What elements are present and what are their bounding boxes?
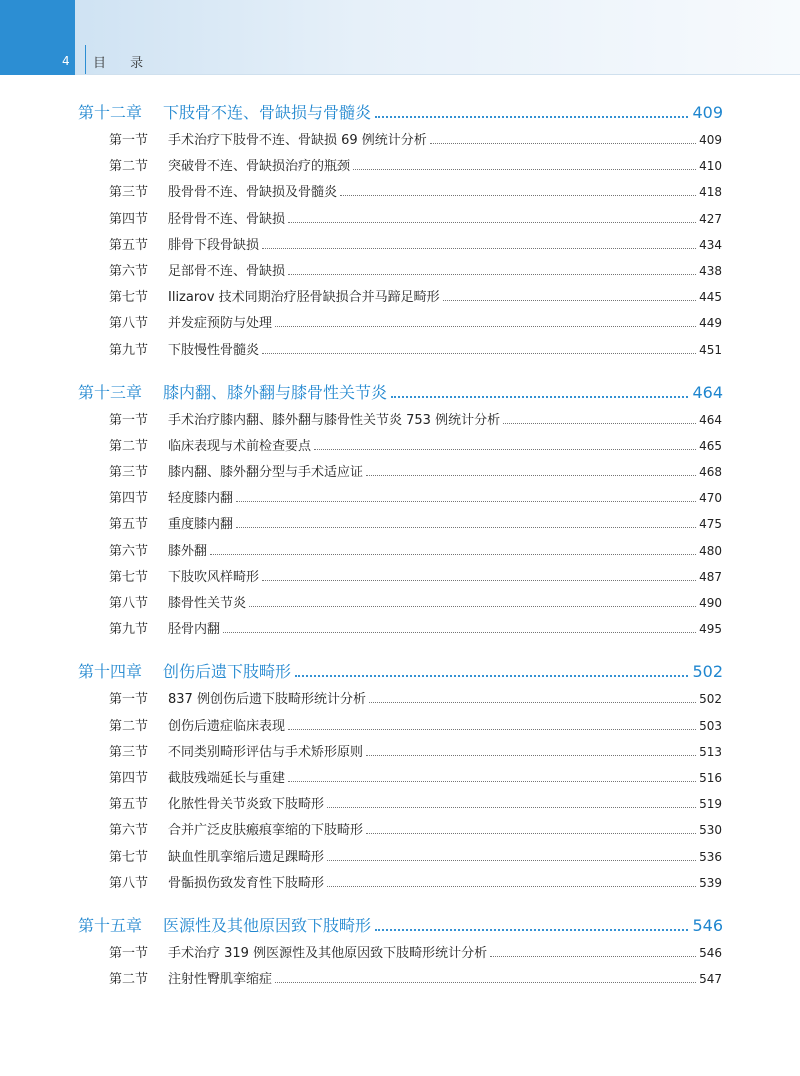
- dot-leader: [236, 527, 696, 528]
- section-page-number: 470: [699, 491, 722, 506]
- section-page-number: 487: [699, 569, 722, 584]
- section-number: 第一节: [109, 692, 149, 708]
- dot-leader: [236, 501, 696, 502]
- header-rule: [75, 74, 800, 75]
- dot-leader: [443, 300, 696, 301]
- dot-leader: [275, 326, 696, 327]
- dot-leader: [375, 929, 688, 931]
- section-entry[interactable]: [109, 312, 722, 338]
- dot-leader: [275, 982, 696, 983]
- dot-leader: [288, 222, 696, 223]
- section-entry[interactable]: [109, 872, 722, 898]
- dot-leader: [369, 702, 696, 703]
- section-number: 第三节: [109, 744, 149, 760]
- section-page-number: 451: [699, 342, 722, 357]
- table-of-contents: [0, 100, 800, 1009]
- section-entry[interactable]: [109, 487, 722, 513]
- section-title: 突破骨不连、骨缺损治疗的瓶颈: [168, 159, 351, 175]
- section-title: 膝外翻: [168, 543, 208, 559]
- dot-leader: [262, 353, 696, 354]
- section-page-number: 465: [699, 438, 722, 453]
- chapter-title: 膝内翻、膝外翻与膝骨性关节炎: [163, 382, 388, 402]
- chapter-page-number: 409: [692, 103, 723, 122]
- section-entry[interactable]: [109, 688, 722, 714]
- chapter-title: 创伤后遗下肢畸形: [163, 662, 292, 682]
- section-title: 并发症预防与处理: [168, 316, 273, 332]
- section-entry[interactable]: [109, 129, 722, 155]
- section-number: 第一节: [109, 945, 149, 961]
- section-entry[interactable]: [109, 618, 722, 644]
- section-title: 837 例创伤后遗下肢畸形统计分析: [168, 692, 366, 708]
- section-page-number: 418: [699, 185, 722, 200]
- dot-leader: [353, 169, 696, 170]
- section-title: 胫骨骨不连、骨缺损: [168, 211, 286, 227]
- dot-leader: [327, 886, 696, 887]
- dot-leader: [262, 248, 696, 249]
- section-page-number: 445: [699, 290, 722, 305]
- section-number: 第五节: [109, 797, 149, 813]
- section-title: 合并广泛皮肤瘢痕挛缩的下肢畸形: [168, 823, 364, 839]
- section-page-number: 480: [699, 543, 722, 558]
- dot-leader: [366, 475, 696, 476]
- section-title: 膝骨性关节炎: [168, 596, 247, 611]
- dot-leader: [340, 195, 696, 196]
- section-entry[interactable]: [109, 819, 722, 845]
- chapter-number: 第十五章: [78, 915, 143, 935]
- section-title: 轻度膝内翻: [168, 491, 234, 507]
- section-page-number: 546: [699, 945, 722, 960]
- chapter-title: 医源性及其他原因致下肢畸形: [163, 915, 372, 935]
- section-entry[interactable]: [109, 715, 722, 741]
- section-title: 足部骨不连、骨缺损: [168, 263, 286, 279]
- chapter-entry[interactable]: [78, 100, 723, 129]
- dot-leader: [223, 632, 696, 633]
- dot-leader: [210, 554, 696, 555]
- section-entry[interactable]: [109, 461, 722, 487]
- dot-leader: [249, 606, 696, 607]
- section-number: 第四节: [109, 211, 149, 227]
- dot-leader: [490, 956, 696, 957]
- section-number: 第六节: [109, 263, 149, 279]
- chapter-number: 第十三章: [78, 382, 143, 402]
- chapter-page-number: 546: [692, 915, 723, 935]
- section-number: 第七节: [109, 569, 149, 585]
- section-entry[interactable]: [109, 566, 722, 592]
- section-number: 第八节: [109, 316, 149, 332]
- section-title: 不同类别畸形评估与手术矫形原则: [168, 744, 364, 760]
- section-page-number: 503: [699, 718, 722, 733]
- section-page-number: 530: [699, 823, 722, 838]
- section-entry[interactable]: [109, 592, 722, 618]
- section-page-number: 516: [699, 770, 722, 785]
- section-title: 化脓性骨关节炎致下肢畸形: [168, 797, 325, 813]
- section-title: 股骨骨不连、骨缺损及骨髓炎: [168, 185, 338, 201]
- section-number: 第二节: [109, 718, 149, 734]
- chapter-entry[interactable]: [78, 659, 723, 688]
- section-entry[interactable]: [109, 513, 722, 539]
- section-entry[interactable]: [109, 793, 722, 819]
- section-title: 手术治疗 319 例医源性及其他原因致下肢畸形统计分析: [168, 945, 488, 961]
- section-number: 第三节: [109, 185, 149, 201]
- chapter-number: 第十四章: [78, 662, 143, 682]
- dot-leader: [327, 807, 696, 808]
- section-page-number: 547: [699, 972, 722, 987]
- section-page-number: 536: [699, 849, 722, 864]
- section-page-number: 434: [699, 237, 722, 252]
- toc-chapter: [0, 913, 800, 994]
- chapter-page-number: 464: [692, 382, 723, 402]
- section-page-number: 519: [699, 797, 722, 812]
- section-number: 第二节: [109, 972, 149, 988]
- dot-leader: [327, 860, 696, 861]
- section-entry[interactable]: [109, 208, 722, 234]
- section-page-number: 468: [699, 465, 722, 480]
- dot-leader: [430, 143, 696, 144]
- dot-leader: [366, 755, 696, 756]
- section-title: 手术治疗膝内翻、膝外翻与膝骨性关节炎 753 例统计分析: [168, 412, 501, 428]
- section-number: 第六节: [109, 823, 149, 839]
- section-page-number: 539: [699, 875, 722, 890]
- section-number: 第二节: [109, 159, 149, 175]
- toc-chapter: [0, 659, 800, 898]
- chapter-entry[interactable]: [78, 380, 723, 409]
- section-entry[interactable]: [109, 155, 722, 181]
- dot-leader: [375, 116, 688, 118]
- section-number: 第八节: [109, 596, 149, 611]
- section-number: 第九节: [109, 342, 149, 358]
- section-page-number: 490: [699, 596, 722, 610]
- section-title: 手术治疗下肢骨不连、骨缺损 69 例统计分析: [168, 133, 427, 148]
- section-title: 创伤后遗症临床表现: [168, 718, 286, 734]
- section-title: 下肢慢性骨髓炎: [168, 342, 260, 358]
- section-entry[interactable]: [109, 968, 722, 994]
- chapter-number: 第十二章: [78, 103, 143, 122]
- section-title: 缺血性肌挛缩后遗足踝畸形: [168, 849, 325, 865]
- section-title: 膝内翻、膝外翻分型与手术适应证: [168, 465, 364, 481]
- section-number: 第八节: [109, 875, 149, 891]
- section-entry[interactable]: [109, 942, 722, 968]
- section-title: 注射性臀肌挛缩症: [168, 972, 273, 988]
- section-number: 第七节: [109, 290, 149, 306]
- header-divider: [85, 45, 86, 75]
- section-title: 重度膝内翻: [168, 517, 234, 533]
- dot-leader: [391, 396, 688, 398]
- section-title: 胫骨内翻: [168, 622, 221, 638]
- section-page-number: 427: [699, 211, 722, 226]
- section-number: 第一节: [109, 412, 149, 428]
- section-number: 第五节: [109, 517, 149, 533]
- chapter-title: 下肢骨不连、骨缺损与骨髓炎: [163, 103, 372, 122]
- chapter-page-number: 502: [692, 662, 723, 682]
- section-entry[interactable]: [109, 286, 722, 312]
- section-number: 第二节: [109, 438, 149, 454]
- dot-leader: [262, 580, 696, 581]
- section-entry[interactable]: [109, 409, 722, 435]
- section-number: 第九节: [109, 622, 149, 638]
- section-entry[interactable]: [109, 339, 722, 365]
- dot-leader: [503, 423, 696, 424]
- section-title: 腓骨下段骨缺损: [168, 237, 260, 253]
- toc-chapter: [0, 100, 800, 365]
- section-title: 下肢吹风样畸形: [168, 569, 260, 585]
- dot-leader: [366, 833, 696, 834]
- section-entry[interactable]: [109, 846, 722, 872]
- section-number: 第六节: [109, 543, 149, 559]
- section-entry[interactable]: [109, 181, 722, 207]
- section-page-number: 513: [699, 744, 722, 759]
- section-entry[interactable]: [109, 260, 722, 286]
- section-number: 第七节: [109, 849, 149, 865]
- section-page-number: 495: [699, 622, 722, 637]
- dot-leader: [314, 449, 696, 450]
- running-title: 目 录: [93, 56, 154, 71]
- section-number: 第三节: [109, 465, 149, 481]
- section-page-number: 502: [699, 692, 722, 707]
- section-title: 临床表现与术前检查要点: [168, 438, 312, 454]
- section-title: Ilizarov 技术同期治疗胫骨缺损合并马蹄足畸形: [168, 290, 440, 306]
- section-page-number: 449: [699, 316, 722, 331]
- section-entry[interactable]: [109, 234, 722, 260]
- page-number: 4: [62, 54, 70, 68]
- dot-leader: [288, 729, 696, 730]
- toc-chapter: [0, 380, 800, 645]
- dot-leader: [288, 781, 696, 782]
- section-entry[interactable]: [109, 540, 722, 566]
- section-number: 第五节: [109, 237, 149, 253]
- section-page-number: 438: [699, 263, 722, 278]
- chapter-entry[interactable]: [78, 913, 723, 942]
- section-page-number: 409: [699, 133, 722, 147]
- section-page-number: 410: [699, 159, 722, 174]
- section-number: 第一节: [109, 133, 149, 148]
- section-number: 第四节: [109, 491, 149, 507]
- section-title: 截肢残端延长与重建: [168, 770, 286, 786]
- dot-leader: [295, 675, 688, 677]
- section-entry[interactable]: [109, 435, 722, 461]
- section-number: 第四节: [109, 770, 149, 786]
- section-title: 骨骺损伤致发育性下肢畸形: [168, 875, 325, 891]
- dot-leader: [288, 274, 696, 275]
- section-page-number: 464: [699, 412, 722, 427]
- section-page-number: 475: [699, 517, 722, 532]
- section-entry[interactable]: [109, 741, 722, 767]
- section-entry[interactable]: [109, 767, 722, 793]
